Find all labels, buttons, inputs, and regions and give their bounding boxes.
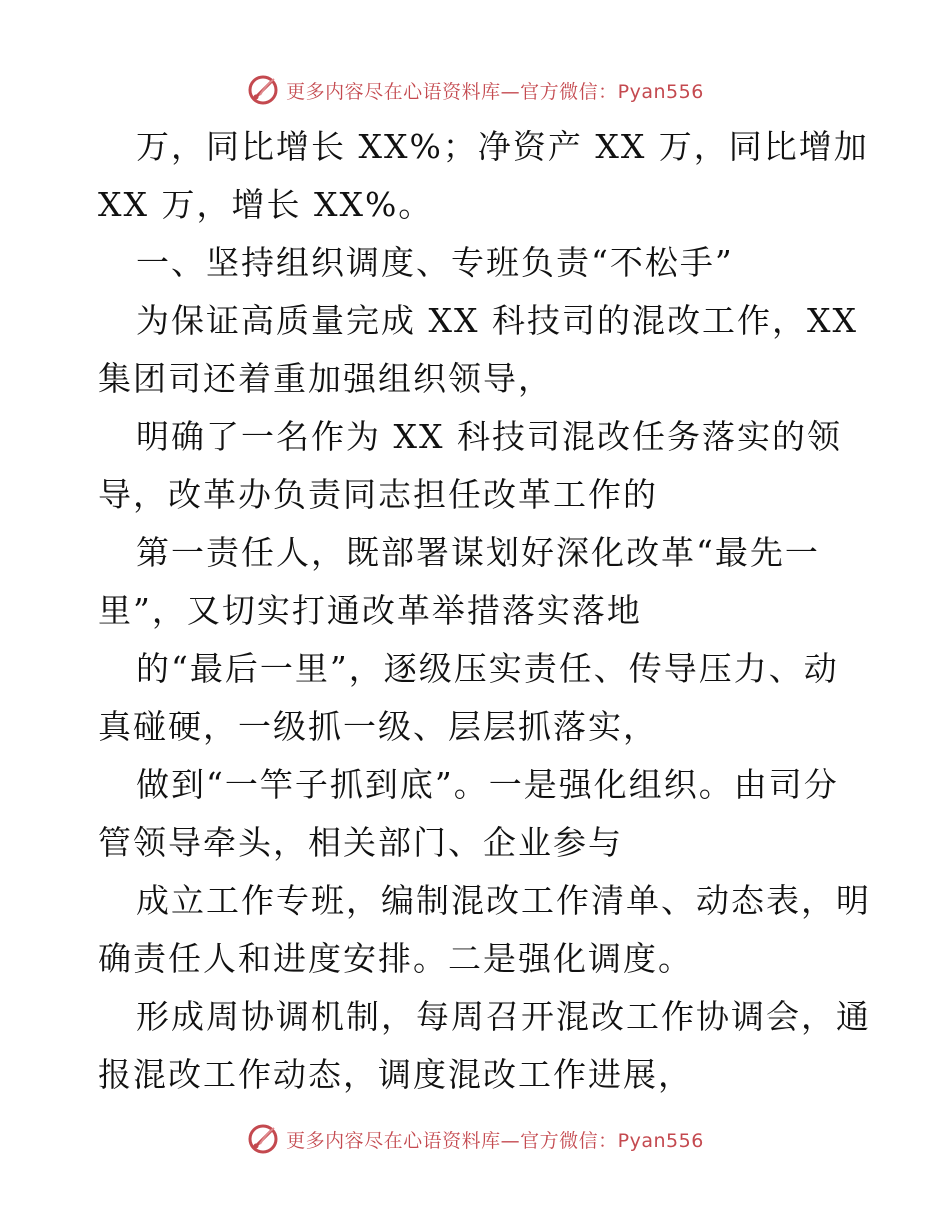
header-banner-text: 更多内容尽在心语资料库—官方微信：Pyan556 (286, 80, 704, 103)
text-line: 管领导牵头，相关部门、企业参与 (98, 823, 623, 862)
footer-banner (0, 1119, 950, 1159)
paragraph-lines (98, 118, 871, 1104)
text-line: 里”，又切实打通改革举措落实落地 (98, 591, 642, 630)
text-line: 做到“一竿子抓到底”。一是强化组织。由司分 (136, 765, 839, 804)
quill-swirl-logo-icon (246, 73, 280, 107)
quill-swirl-logo-icon (246, 1122, 280, 1156)
text-line: 确责任人和进度安排。二是强化调度。 (98, 939, 693, 978)
text-line: 导，改革办负责同志担任改革工作的 (98, 475, 658, 514)
text-line: 成立工作专班，编制混改工作清单、动态表，明 (136, 881, 871, 920)
text-line: 为保证高质量完成 XX 科技司的混改工作，XX (136, 301, 858, 340)
header-banner (0, 70, 950, 110)
text-line: 形成周协调机制，每周召开混改工作协调会，通 (136, 997, 871, 1036)
text-line: 明确了一名作为 XX 科技司混改任务落实的领 (136, 417, 842, 456)
text-line: 报混改工作动态，调度混改工作进展， (98, 1055, 693, 1094)
text-line: 的“最后一里”，逐级压实责任、传导压力、动 (136, 649, 839, 688)
footer-banner-text: 更多内容尽在心语资料库—官方微信：Pyan556 (286, 1129, 704, 1152)
text-line: 万，同比增长 XX%；净资产 XX 万，同比增加 (136, 127, 869, 166)
text-line: 一、坚持组织调度、专班负责“不松手” (136, 243, 734, 282)
document-body (98, 118, 871, 1104)
text-line: 集团司还着重加强组织领导， (98, 359, 553, 398)
text-line: 真碰硬，一级抓一级、层层抓落实， (98, 707, 658, 746)
text-line: XX 万，增长 XX%。 (98, 185, 434, 224)
text-line: 第一责任人，既部署谋划好深化改革“最先一 (136, 533, 820, 572)
